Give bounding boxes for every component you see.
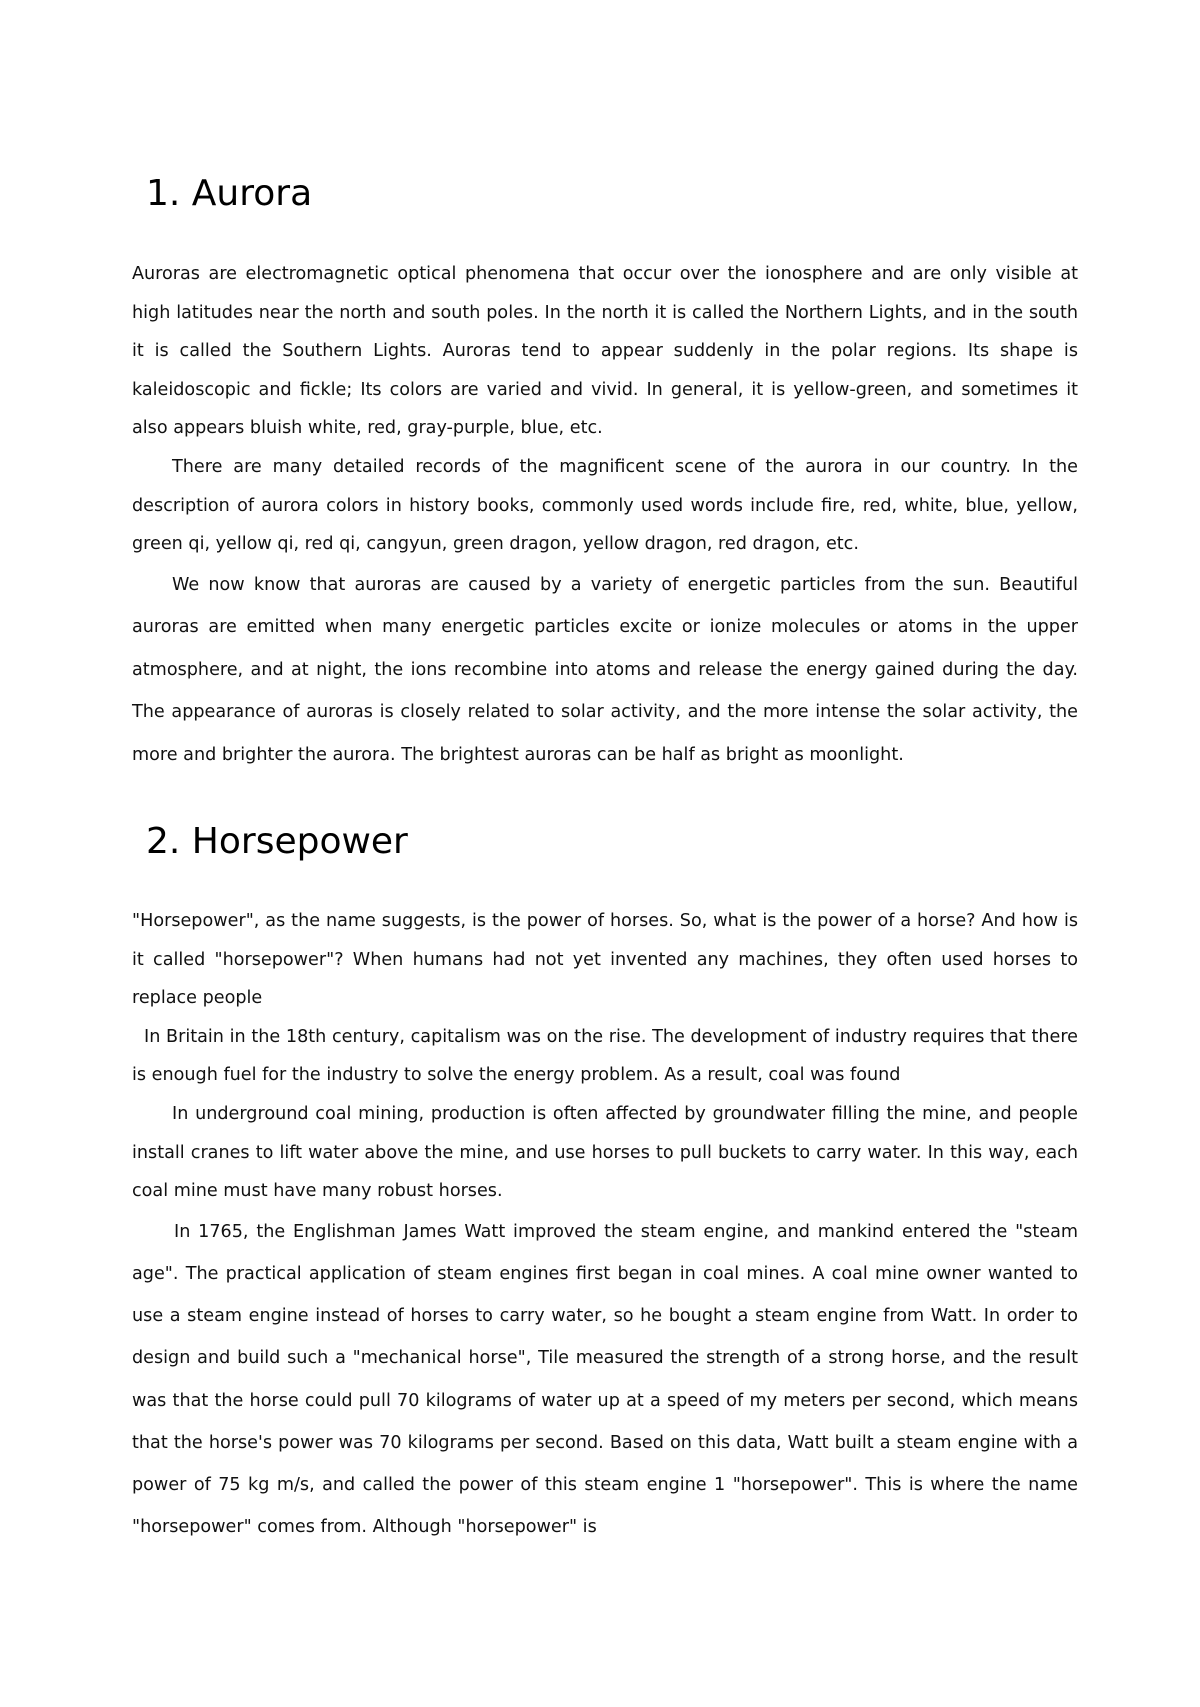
section-body-aurora	[132, 255, 1078, 776]
paragraph: In Britain in the 18th century, capitalism was on the rise. The development of industry requires that there is enough fuel for the industry to solve the energy problem. As a result, coal was found	[132, 1026, 1078, 1086]
paragraph: In underground coal mining, production is often affected by groundwater filling the mine, and people install cranes to lift water above the mine, and use horses to pull buckets to carry water. In this way, each coal mine must have many robust horses.	[132, 1103, 1078, 1202]
section-heading-aurora: 1. Aurora	[146, 173, 313, 214]
paragraph: "Horsepower", as the name suggests, is the power of horses. So, what is the power of a horse? And how is it called "horsepower"? When humans had not yet invented any machines, they often used horses to replace people	[132, 911, 1078, 1009]
paragraph: We now know that auroras are caused by a variety of energetic particles from the sun. Beautiful auroras are emitted when many energetic particles excite or ionize molecules or atoms in the upper atmosphere, and at night, the ions recombine into atoms and release the energy gained during the day. The appearance of auroras is closely related to solar activity, and the more intense the solar activity, the more and brighter the aurora. The brightest auroras can be half as bright as moonlight.	[132, 574, 1078, 765]
section-heading-horsepower: 2. Horsepower	[146, 821, 408, 862]
paragraph: Auroras are electromagnetic optical phenomena that occur over the ionosphere and are only visible at high latitudes near the north and south poles. In the north it is called the Northern Lights, and in the south it is called the Southern Lights. Auroras tend to appear suddenly in the polar regions. Its shape is kaleidoscopic and fickle; Its colors are varied and vivid. In general, it is yellow-green, and sometimes it also appears bluish white, red, gray-purple, blue, etc.	[132, 264, 1078, 439]
section-body-horsepower	[132, 902, 1078, 1548]
paragraph: In 1765, the Englishman James Watt improved the steam engine, and mankind entered the "steam age". The practical application of steam engines first began in coal mines. A coal mine owner wanted to use a steam engine instead of horses to carry water, so he bought a steam engine from Watt. In order to design and build such a "mechanical horse", Tile measured the strength of a strong horse, and the result was that the horse could pull 70 kilograms of water up at a speed of my meters per second, which means that the horse's power was 70 kilograms per second. Based on this data, Watt built a steam engine with a power of 75 kg m/s, and called the power of this steam engine 1 "horsepower". This is where the name "horsepower" comes from. Although "horsepower" is	[132, 1221, 1078, 1538]
paragraph: There are many detailed records of the magnificent scene of the aurora in our country. In the description of aurora colors in history books, commonly used words include fire, red, white, blue, yellow, green qi, yellow qi, red qi, cangyun, green dragon, yellow dragon, red dragon, etc.	[132, 456, 1078, 555]
